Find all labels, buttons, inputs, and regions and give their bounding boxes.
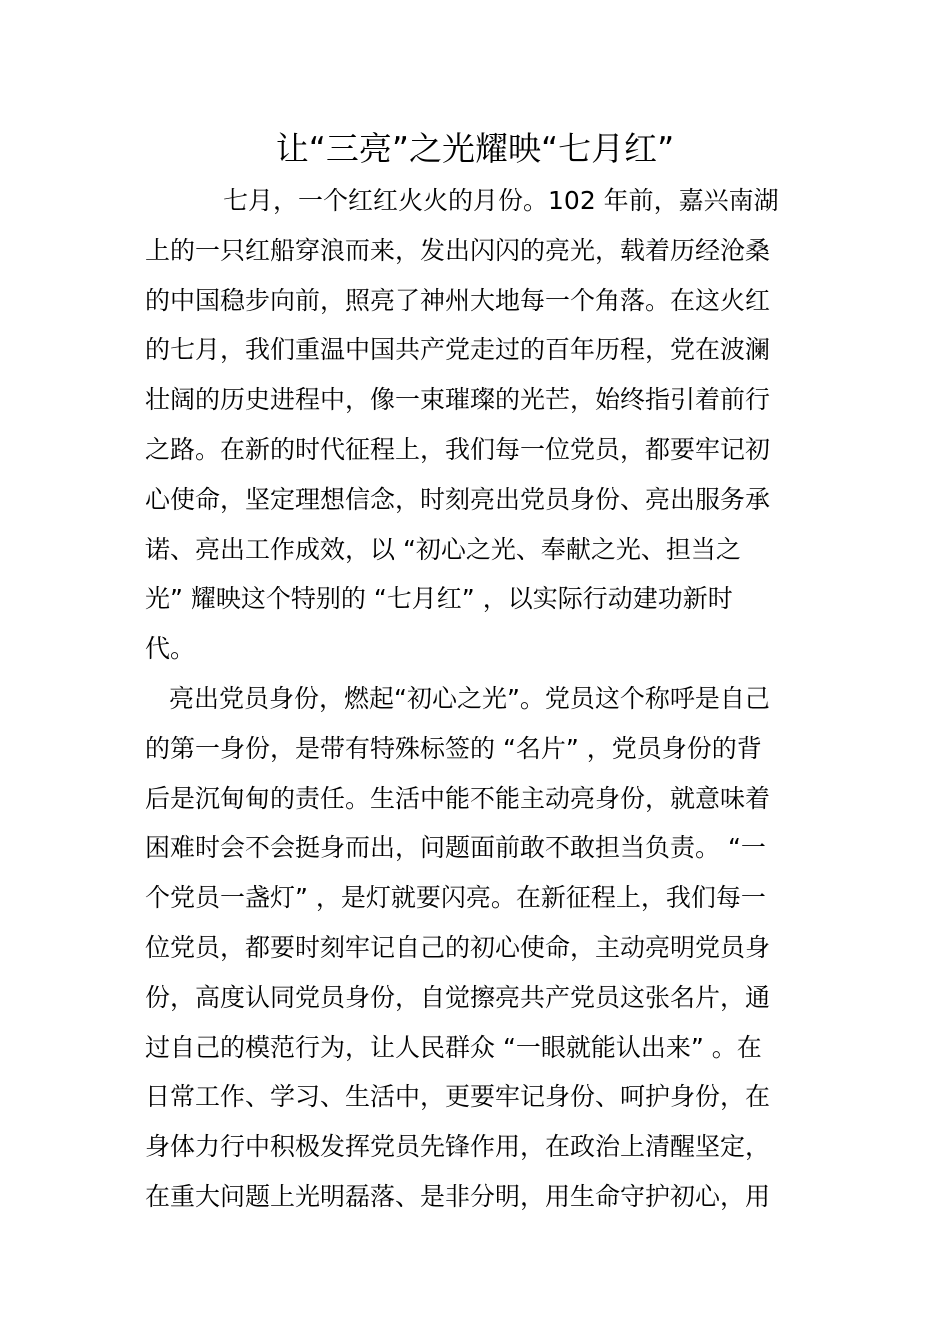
- paragraph-line: 的第一身份，是带有特殊标签的 “名片” ，党员身份的背: [145, 733, 762, 763]
- paragraph-line: 份，高度认同党员身份，自觉擦亮共产党员这张名片，通: [145, 982, 771, 1012]
- document-title: 让“三亮”之光耀映“七月红”: [275, 129, 675, 168]
- document-body: [145, 176, 810, 1222]
- paragraph-line: 之路。在新的时代征程上，我们每一位党员，都要牢记初: [145, 434, 771, 464]
- paragraph-line: 的七月，我们重温中国共产党走过的百年历程，党在波澜: [145, 335, 771, 365]
- paragraph-line: 上的一只红船穿浪而来，发出闪闪的亮光，载着历经沧桑: [145, 235, 771, 265]
- paragraph-line: 身体力行中积极发挥党员先锋作用，在政治上清醒坚定，: [145, 1132, 771, 1162]
- paragraph-line: 心使命，坚定理想信念，时刻亮出党员身份、亮出服务承: [145, 484, 771, 514]
- paragraph-line: 日常工作、学习、生活中，更要牢记身份、呵护身份，在: [145, 1082, 771, 1112]
- paragraph-line: 亮出党员身份，燃起“初心之光”。党员这个称呼是自己: [169, 683, 770, 713]
- paragraph-line: 个党员一盏灯” ，是灯就要闪亮。在新征程上，我们每一: [145, 883, 766, 913]
- paragraph-line: 过自己的模范行为，让人民群众 “一眼就能认出来” 。在: [145, 1032, 762, 1062]
- paragraph-line: 诺、亮出工作成效，以 “初心之光、奉献之光、担当之: [145, 534, 741, 564]
- paragraph-line: 后是沉甸甸的责任。生活中能不能主动亮身份，就意味着: [145, 783, 771, 813]
- paragraph-line: 光” 耀映这个特别的 “七月红” ，以实际行动建功新时: [145, 584, 733, 614]
- paragraph-line: 的中国稳步向前，照亮了神州大地每一个角落。在这火红: [145, 285, 771, 315]
- paragraph-line: 壮阔的历史进程中，像一束璀璨的光芒，始终指引着前行: [145, 385, 771, 415]
- paragraph-line: 位党员，都要时刻牢记自己的初心使命，主动亮明党员身: [145, 932, 771, 962]
- paragraph-line: 在重大问题上光明磊落、是非分明，用生命守护初心，用: [145, 1181, 771, 1211]
- paragraph-line: 代。: [145, 634, 196, 664]
- paragraph-1: [145, 176, 810, 674]
- paragraph-line: 困难时会不会挺身而出，问题面前敢不敢担当负责。 “一: [145, 833, 766, 863]
- paragraph-2: [145, 674, 810, 1222]
- paragraph-line: 七月，一个红红火火的月份。102 年前，嘉兴南湖: [223, 186, 779, 215]
